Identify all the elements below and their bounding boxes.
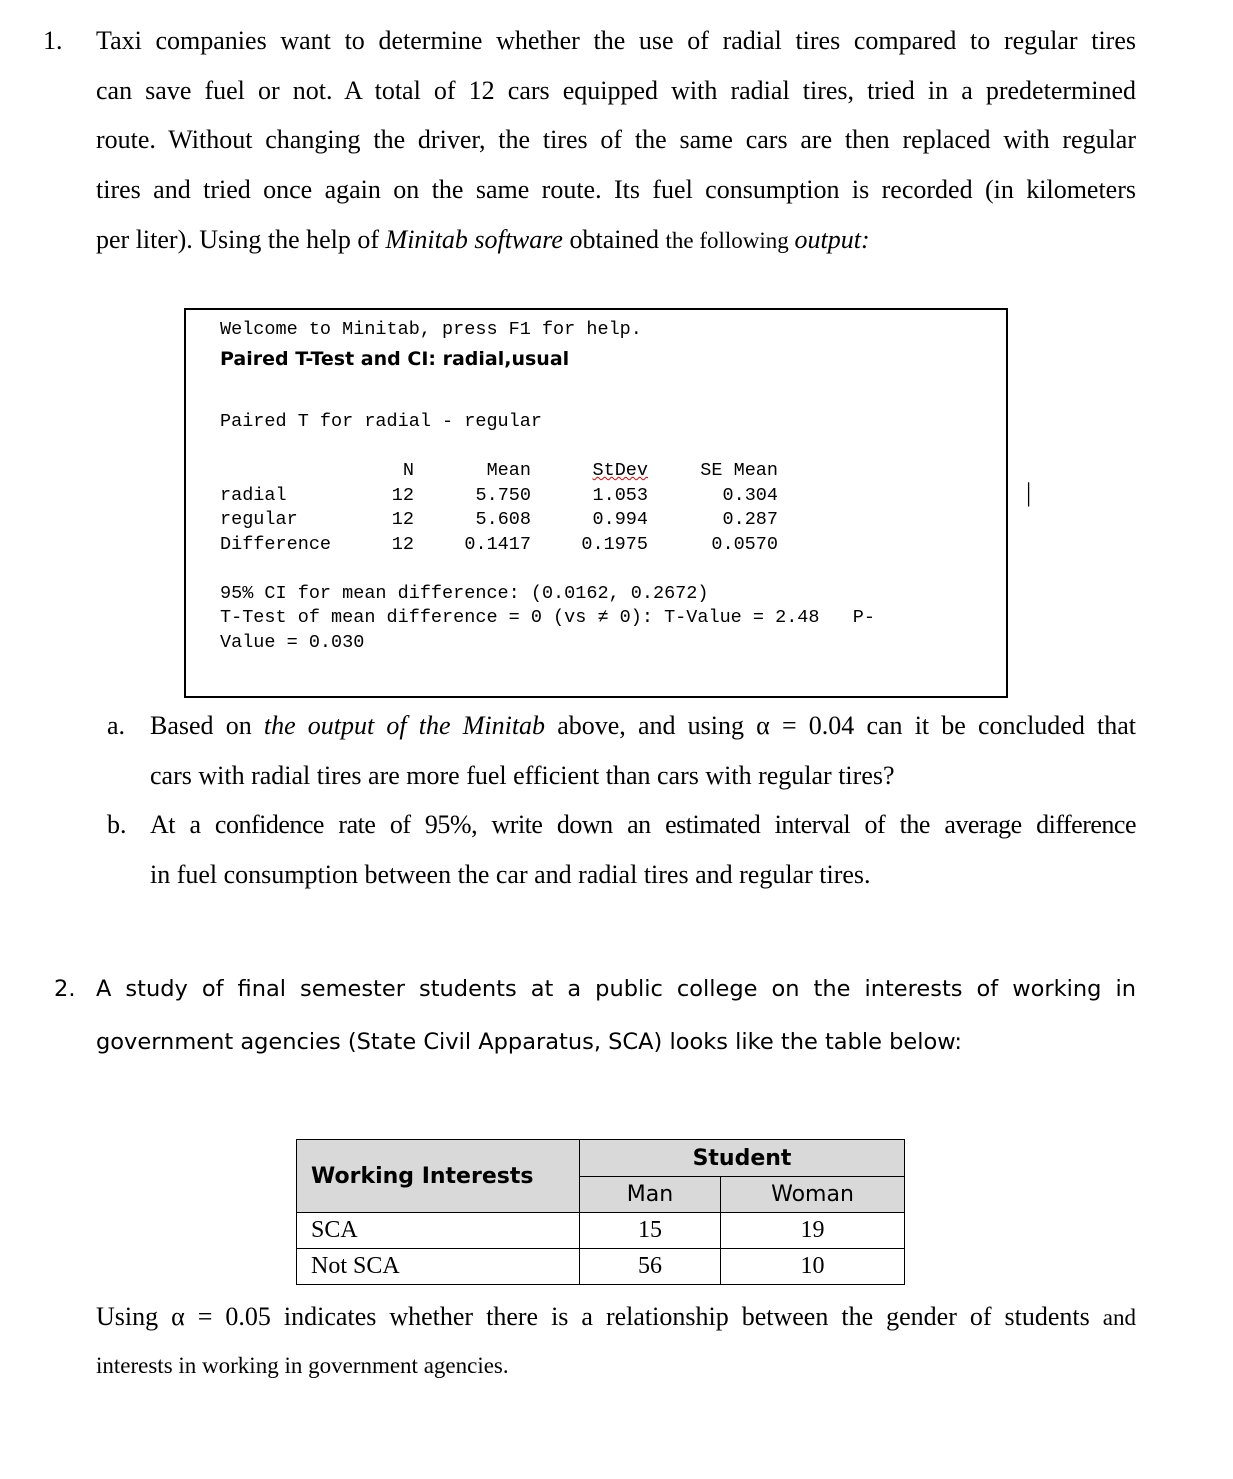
cell: 5.750 <box>475 485 531 506</box>
q2-line: government agencies (State Civil Apparatus, SCA) looks like the table below: <box>96 1029 962 1055</box>
text-italic: Minitab software <box>385 225 563 254</box>
part-b-line: At a confidence rate of 95%, write down an estimated interval of the average difference <box>150 810 1136 839</box>
q2-final-line: interests in working in government agencies. <box>96 1353 509 1378</box>
q1-last-line <box>96 225 870 256</box>
cell: 56 <box>580 1249 721 1285</box>
col-header-woman: Woman <box>721 1177 905 1213</box>
text: and <box>1102 1305 1136 1330</box>
cell: 19 <box>721 1213 905 1249</box>
col-header-mean: Mean <box>486 460 531 481</box>
text: Using α = 0.05 indicates whether there is a relationship between the gender of students <box>96 1302 1103 1331</box>
row-label: regular <box>220 509 298 530</box>
part-a-label: a. <box>107 711 126 740</box>
cell: 15 <box>580 1213 721 1249</box>
cell: 12 <box>391 509 414 530</box>
row-header: Working Interests <box>297 1140 580 1213</box>
part-a-line: cars with radial tires are more fuel efficient than cars with regular tires? <box>150 761 895 790</box>
cell: 0.1975 <box>581 534 648 555</box>
text-italic: the output of the Minitab <box>263 711 546 740</box>
text: obtained <box>562 225 666 254</box>
part-b-line: in fuel consumption between the car and radial tires and regular tires. <box>150 860 871 889</box>
cell: 5.608 <box>475 509 531 530</box>
part-b-label: b. <box>107 810 127 839</box>
minitab-ttest: T-Test of mean difference = 0 (vs ≠ 0): T-Value = 2.48 P- <box>220 607 876 628</box>
minitab-pvalue: Value = 0.030 <box>220 632 365 653</box>
q1-line: can save fuel or not. A total of 12 cars equipped with radial tires, tried in a predetermined <box>96 76 1136 105</box>
row-label: SCA <box>297 1213 580 1249</box>
col-header-stdev <box>556 460 648 482</box>
q2-line: A study of final semester students at a public college on the interests of working in <box>96 976 1136 1002</box>
part-a-line <box>150 711 1136 741</box>
q1-line: route. Without changing the driver, the tires of the same cars are then replaced with regular <box>96 125 1136 154</box>
row-label: radial <box>220 485 287 506</box>
q1-line: tires and tried once again on the same route. Its fuel consumption is recorded (in kilometers <box>96 175 1136 204</box>
minitab-subtitle: Paired T for radial - regular <box>220 411 542 432</box>
question-1-number: 1. <box>43 26 63 55</box>
cell: 12 <box>391 534 414 555</box>
cell: 0.304 <box>722 485 778 506</box>
text: Based on <box>150 711 264 740</box>
text: StDev <box>592 460 648 481</box>
text: per liter). Using the help of <box>96 225 386 254</box>
text: above, and using α = 0.04 can it be concluded that <box>545 711 1136 740</box>
group-header: Student <box>580 1140 905 1177</box>
cell: 0.0570 <box>711 534 778 555</box>
col-header-n: N <box>402 460 414 481</box>
col-header-man: Man <box>580 1177 721 1213</box>
cell: 1.053 <box>592 485 648 506</box>
text-italic: output: <box>794 225 870 254</box>
contingency-table <box>296 1139 905 1285</box>
cell: 0.287 <box>722 509 778 530</box>
cell: 0.1417 <box>464 534 531 555</box>
text: the following <box>665 228 795 253</box>
cell: 12 <box>391 485 414 506</box>
q2-final-line <box>96 1302 1136 1333</box>
minitab-ci: 95% CI for mean difference: (0.0162, 0.2672) <box>220 583 709 604</box>
row-label: Not SCA <box>297 1249 580 1285</box>
minitab-output-box <box>184 308 1008 698</box>
minitab-welcome: Welcome to Minitab, press F1 for help. <box>220 319 642 340</box>
row-label: Difference <box>220 534 332 555</box>
cell: 10 <box>721 1249 905 1285</box>
table-row <box>297 1213 905 1249</box>
table-row <box>297 1249 905 1285</box>
col-header-se-mean: SE Mean <box>700 460 778 481</box>
text-cursor: | <box>1026 478 1032 507</box>
cell: 0.994 <box>592 509 648 530</box>
q1-line: Taxi companies want to determine whether the use of radial tires compared to regular tires <box>96 26 1136 55</box>
minitab-title: Paired T-Test and CI: radial,usual <box>220 348 570 370</box>
question-2-number: 2. <box>54 976 76 1002</box>
